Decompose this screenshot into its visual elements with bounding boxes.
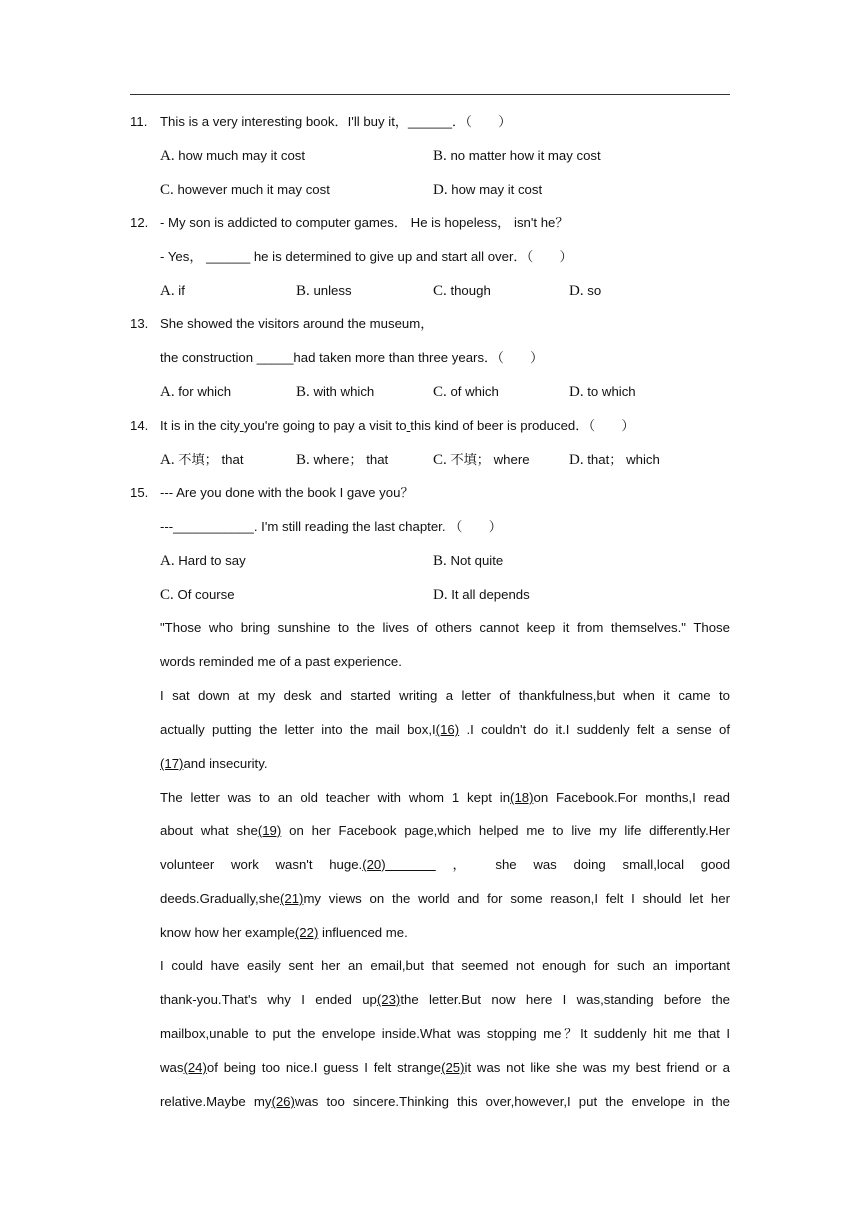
option-letter: A.	[160, 384, 175, 400]
blank-number: (18)	[510, 790, 534, 805]
question-number: 11.	[130, 114, 148, 129]
passage-word: huge.	[329, 857, 363, 872]
header-rule	[130, 94, 730, 95]
option-letter: C.	[160, 182, 174, 198]
option-text: no matter how it may cost	[450, 148, 601, 163]
passage-text: on her Facebook page,which helped me to live my life differently.Her	[281, 823, 730, 838]
passage-line: words reminded me of a past experience.	[160, 654, 402, 669]
option-d	[569, 282, 601, 300]
passage-word: good	[700, 857, 731, 872]
blank-number: (21)	[279, 891, 304, 906]
option-letter: B.	[433, 553, 447, 569]
passage-line	[160, 924, 408, 942]
option-b	[296, 451, 388, 469]
blank-number: (22)	[294, 925, 319, 940]
option-text: of which	[450, 384, 499, 399]
blank-number: (19)	[257, 823, 282, 838]
option-a	[160, 552, 246, 570]
passage-line	[160, 991, 730, 1009]
option-letter: A.	[160, 283, 175, 299]
question-stem-line2: ---___________. I'm still reading the last chapter. （ ）	[160, 519, 502, 534]
option-letter: B.	[296, 452, 310, 468]
option-letter: A.	[160, 553, 175, 569]
passage-text: my views on the world and for some reason,I felt I should let her	[303, 891, 730, 906]
option-d	[569, 383, 636, 401]
question-number: 15.	[130, 485, 149, 500]
passage-line	[160, 890, 730, 908]
option-c	[433, 383, 499, 401]
option-letter: D.	[433, 182, 448, 198]
option-letter: D.	[569, 384, 584, 400]
blank-number: (25)	[441, 1060, 465, 1075]
option-a	[160, 451, 244, 469]
option-d	[433, 181, 542, 199]
passage-word: doing	[573, 857, 606, 872]
passage-line	[160, 1059, 730, 1077]
option-a	[160, 383, 231, 401]
passage-text: of being too nice.I guess I felt strange	[206, 1060, 442, 1075]
passage-line	[160, 755, 268, 773]
option-letter: A.	[160, 452, 175, 468]
option-letter: B.	[296, 283, 310, 299]
option-text: Of course	[177, 587, 235, 602]
option-text: where； that	[313, 452, 389, 467]
option-d	[433, 586, 530, 604]
passage-text: deeds.Gradually,she	[160, 891, 280, 906]
blank-number: (20)	[362, 857, 386, 872]
option-letter: D.	[569, 283, 584, 299]
passage-text: and insecurity.	[183, 756, 268, 771]
option-letter: C.	[433, 384, 447, 400]
passage-text: actually putting the letter into the mail box,I	[160, 722, 436, 737]
option-d	[569, 451, 660, 469]
passage-text: the letter.But now here I was,standing before the	[400, 992, 730, 1007]
option-text: that； which	[587, 452, 660, 467]
question-stem	[160, 417, 635, 435]
passage-line: I sat down at my desk and started writing a letter of thankfulness,but when it came to	[160, 688, 730, 703]
question-stem-line2: - Yes， ______ he is determined to give up and start all over．（ ）	[160, 249, 573, 264]
blank-number: (23)	[376, 992, 401, 1007]
question-stem: --- Are you done with the book I gave you？	[160, 485, 414, 500]
option-c	[433, 451, 530, 469]
option-text: Not quite	[450, 553, 504, 568]
option-text: if	[178, 283, 185, 298]
option-text: how much may it cost	[178, 148, 306, 163]
option-letter: A.	[160, 148, 175, 164]
passage-line	[160, 822, 730, 840]
passage-word: wasn't	[275, 857, 313, 872]
passage-text: it was not like she was my best friend or a	[464, 1060, 730, 1075]
question-stem: This is a very interesting book．I'll buy it，______．（ ）	[160, 114, 512, 129]
option-c	[160, 181, 330, 199]
passage-line	[160, 789, 730, 807]
option-b	[433, 147, 601, 165]
option-letter: D.	[433, 587, 448, 603]
option-b	[296, 383, 374, 401]
passage-line: I could have easily sent her an email,but that seemed not enough for such an important	[160, 958, 730, 973]
passage-word: ，	[452, 857, 479, 872]
passage-word: volunteer	[160, 857, 215, 872]
passage-line	[160, 1093, 730, 1111]
option-letter: B.	[296, 384, 310, 400]
passage-text: was too sincere.Thinking this over,however,I put the envelope in the	[294, 1094, 730, 1109]
question-number: 14.	[130, 418, 149, 433]
option-c	[160, 586, 235, 604]
option-text: however much it may cost	[177, 182, 330, 197]
stem-part: It is in the city	[160, 418, 240, 433]
passage-line: mailbox,unable to put the envelope inside.What was stopping me？It suddenly hit me that I	[160, 1026, 730, 1041]
option-c	[433, 282, 491, 300]
stem-part: you're going to pay a visit to	[243, 418, 407, 433]
passage-text: about what she	[160, 823, 258, 838]
question-stem: She showed the visitors around the museum，	[160, 316, 434, 331]
option-text: 不填； where	[450, 452, 530, 467]
blank-number: (24)	[183, 1060, 207, 1075]
option-text: with which	[313, 384, 375, 399]
passage-line: "Those who bring sunshine to the lives of others cannot keep it from themselves." Those	[160, 620, 730, 635]
blank-number: (16)	[435, 722, 460, 737]
option-text: to which	[587, 384, 636, 399]
question-number: 13.	[130, 316, 149, 331]
option-letter: B.	[433, 148, 447, 164]
option-letter: C.	[433, 283, 447, 299]
question-stem: - My son is addicted to computer games． He is hopeless， isn't he？	[160, 215, 569, 230]
blank-number: (17)	[160, 756, 184, 771]
option-letter: D.	[569, 452, 584, 468]
option-text: for which	[178, 384, 232, 399]
option-b	[433, 552, 503, 570]
passage-word: she	[495, 857, 517, 872]
passage-word: work	[230, 857, 259, 872]
passage-text: relative.Maybe my	[160, 1094, 272, 1109]
question-stem-line2: the construction _____had taken more than three years．（ ）	[160, 350, 544, 365]
passage-line	[160, 856, 730, 874]
option-a	[160, 282, 185, 300]
question-number: 12.	[130, 215, 149, 230]
passage-text: The letter was to an old teacher with whom 1 kept in	[160, 790, 511, 805]
passage-word: was	[533, 857, 557, 872]
passage-text: influenced me.	[318, 925, 408, 940]
passage-text: on Facebook.For months,I read	[533, 790, 730, 805]
passage-word: small,local	[622, 857, 685, 872]
option-text: unless	[313, 283, 352, 298]
passage-text: know how her example	[160, 925, 295, 940]
passage-text: .I couldn't do it.I suddenly felt a sense of	[459, 722, 730, 737]
option-text: how may it cost	[451, 182, 543, 197]
option-text: though	[450, 283, 491, 298]
passage-text: was	[160, 1060, 184, 1075]
option-text: so	[587, 283, 602, 298]
option-text: It all depends	[451, 587, 530, 602]
passage-line	[160, 721, 730, 739]
option-letter: C.	[160, 587, 174, 603]
option-a	[160, 147, 305, 165]
stem-part: this kind of beer is produced．（ ）	[410, 418, 635, 433]
option-b	[296, 282, 352, 300]
option-letter: C.	[433, 452, 447, 468]
option-text: 不填； that	[178, 452, 244, 467]
blank-number: (26)	[271, 1094, 295, 1109]
passage-text: thank-you.That's why I ended up	[160, 992, 377, 1007]
option-text: Hard to say	[178, 553, 246, 568]
